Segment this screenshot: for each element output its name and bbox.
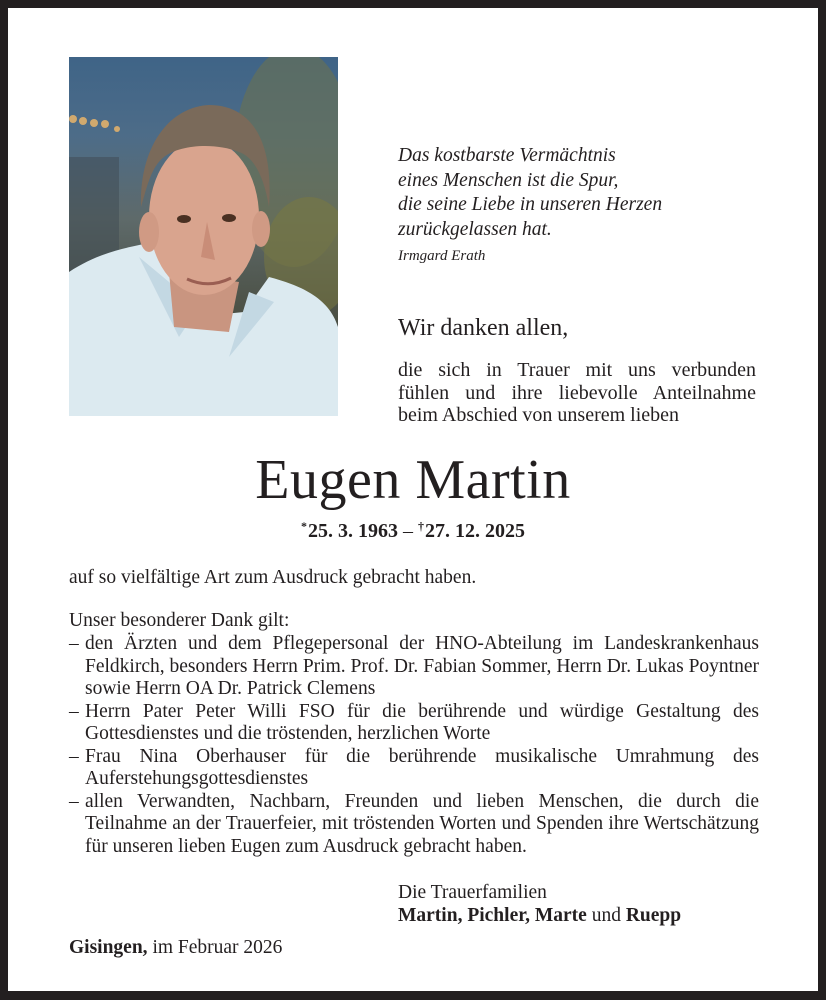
quote-line: Das kostbarste Vermächtnis: [398, 145, 616, 166]
life-dates: [8, 513, 818, 544]
place-date: [69, 936, 282, 959]
intro-line: beim Abschied von unserem lieben: [398, 404, 680, 426]
obituary-page: [8, 8, 818, 991]
family-names: [398, 904, 681, 927]
birth-date: 25. 3. 1963: [308, 520, 398, 542]
quote-line: die seine Liebe in unseren Herzen: [398, 194, 663, 215]
deceased-name: Eugen Martin: [255, 449, 571, 511]
portrait-photo: [69, 57, 338, 416]
quote-author: Irmgard Erath: [398, 248, 486, 264]
special-thanks-heading: Unser besonderer Dank gilt:: [69, 610, 290, 631]
family-name: Ruepp: [625, 905, 682, 926]
thanks-heading: Wir danken allen,: [398, 315, 569, 341]
separator: ,: [525, 905, 535, 926]
list-item: – Herrn Pater Peter Willi FSO für die berührende und würdige Gestaltung des Gottesdienstes und die tröstenden, herzlichen Worte: [69, 701, 759, 746]
quote-line: eines Menschen ist die Spur,: [398, 169, 619, 191]
birth-star-icon: *: [301, 519, 307, 533]
list-item: – den Ärzten und dem Pflegepersonal der HNO-Abteilung im Landeskrankenhaus Feldkirch, besonders Herrn Prim. Prof. Dr. Fabian Sommer, Herrn Dr. Lukas Poyntner sowie Herrn OA Dr. Patrick Clemens: [69, 633, 759, 701]
place: Gisingen,: [69, 937, 148, 958]
quote-line: zurückgelassen hat.: [398, 218, 552, 240]
death-cross-icon: †: [418, 519, 424, 533]
conjunction: und: [591, 905, 621, 926]
family-name: Martin: [398, 905, 458, 926]
intro-line: fühlen und ihre liebevolle Anteilnahme: [398, 381, 756, 404]
intro-line: die sich in Trauer mit uns verbunden: [398, 359, 756, 381]
portrait-image-icon: [69, 57, 338, 416]
list-item: – allen Verwandten, Nachbarn, Freunden und lieben Menschen, die durch die Teilnahme an der Trauerfeier, mit tröstenden Worten und Spenden ihre Wertschätzung für unseren lieben Eugen zum Ausdruck gebracht haben.: [69, 791, 759, 859]
family-name: Marte: [534, 905, 587, 926]
separator: ,: [457, 905, 468, 926]
special-thanks-list: [69, 633, 759, 858]
thanks-intro: [398, 359, 756, 427]
family-name: Pichler: [467, 905, 526, 926]
closing-line: auf so vielfältige Art zum Ausdruck gebracht haben.: [69, 567, 477, 588]
date-separator: –: [398, 520, 418, 542]
memorial-quote: [398, 144, 778, 266]
date: im Februar 2026: [147, 937, 283, 958]
signature-intro: Die Trauerfamilien: [398, 882, 547, 903]
list-item: – Frau Nina Oberhauser für die berührende musikalische Umrahmung des Auferstehungsgottesdienstes: [69, 746, 759, 791]
signature-block: [398, 881, 681, 927]
death-date: 27. 12. 2025: [425, 520, 525, 542]
